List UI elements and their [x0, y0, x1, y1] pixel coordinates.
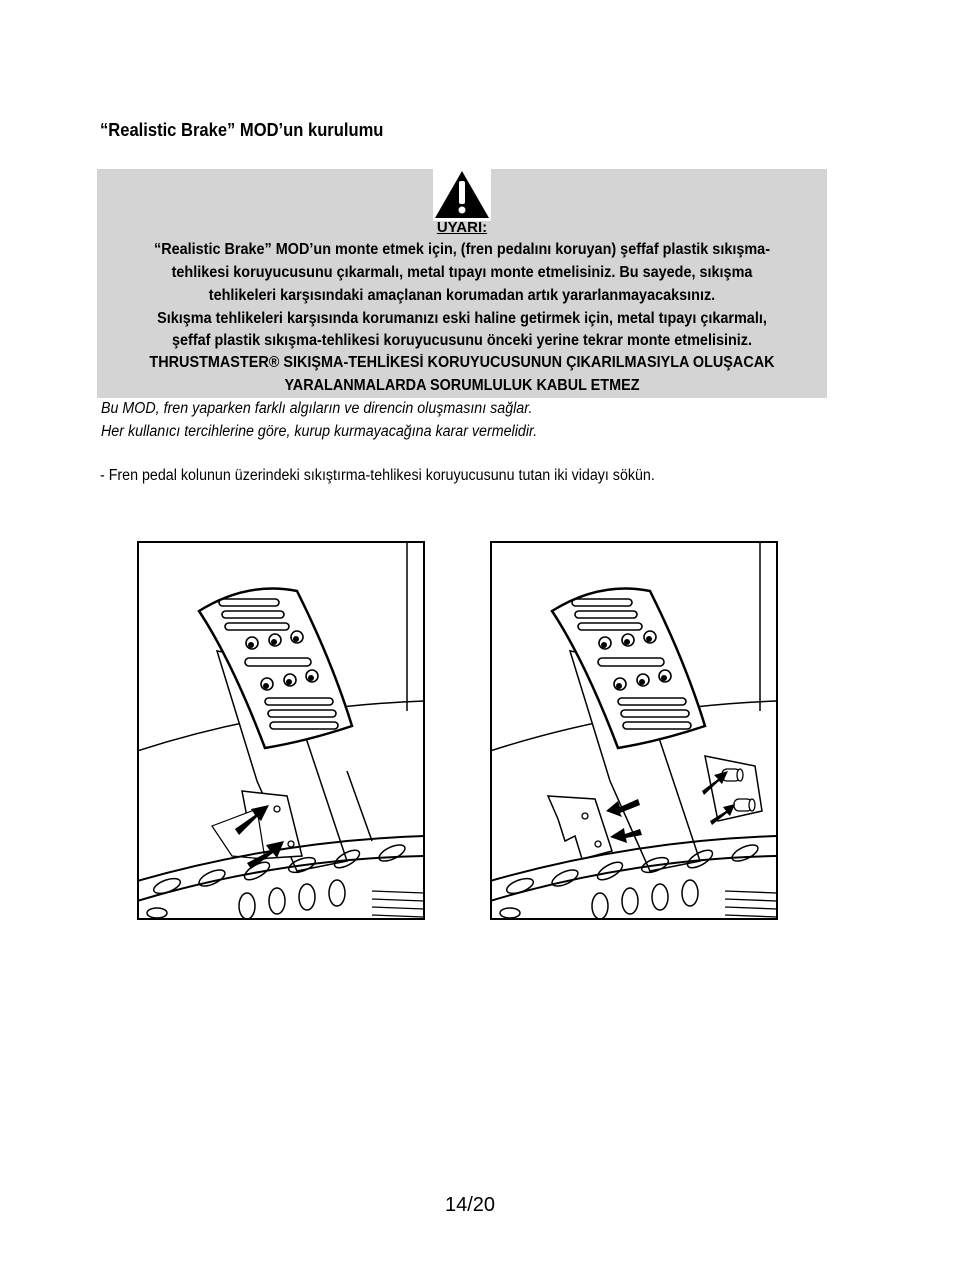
- warning-text-line: tehlikeleri karşısındaki amaçlanan korumadan artık yararlanmayacaksınız.: [208, 287, 716, 304]
- intro-line: Bu MOD, fren yaparken farklı algıların ve direncin oluşmasını sağlar.: [101, 400, 533, 417]
- warning-text-line: YARALANMALARDA SORUMLULUK KABUL ETMEZ: [284, 377, 640, 394]
- section-heading: “Realistic Brake” MOD’un kurulumu: [100, 120, 384, 140]
- intro-line: Her kullanıcı tercihlerine göre, kurup kurmayacağına karar vermelidir.: [101, 423, 538, 440]
- page-number: 14/20: [444, 1194, 496, 1216]
- warning-title: UYARI:: [436, 219, 488, 236]
- brake-pedal-guard-screws-illustration: [137, 541, 425, 920]
- warning-text-line: “Realistic Brake” MOD’un monte etmek için, (fren pedalını koruyan) şeffaf plastik sıkışma-: [153, 241, 771, 258]
- warning-text-line: THRUSTMASTER® SIKIŞMA-TEHLİKESİ KORUYUCUSUNUN ÇIKARILMASIYLA OLUŞACAK: [149, 354, 775, 371]
- warning-text-line: şeffaf plastik sıkışma-tehlikesi koruyucusunu önceki yerine tekrar monte etmelisiniz.: [171, 332, 753, 349]
- warning-text-line: tehlikesi koruyucusunu çıkarmalı, metal tıpayı monte etmelisiniz. Bu sayede, sıkışma: [171, 264, 753, 281]
- brake-pedal-guard-removed-illustration: [490, 541, 778, 920]
- warning-triangle-icon: [433, 169, 491, 221]
- warning-text-line: Sıkışma tehlikeleri karşısında korumanızı eski haline getirmek için, metal tıpayı çıkarmalı,: [157, 310, 767, 327]
- warning-box: [97, 169, 827, 398]
- step-instruction: - Fren pedal kolunun üzerindeki sıkıştırma-tehlikesi koruyucusunu tutan iki vidayı sökün.: [100, 467, 655, 484]
